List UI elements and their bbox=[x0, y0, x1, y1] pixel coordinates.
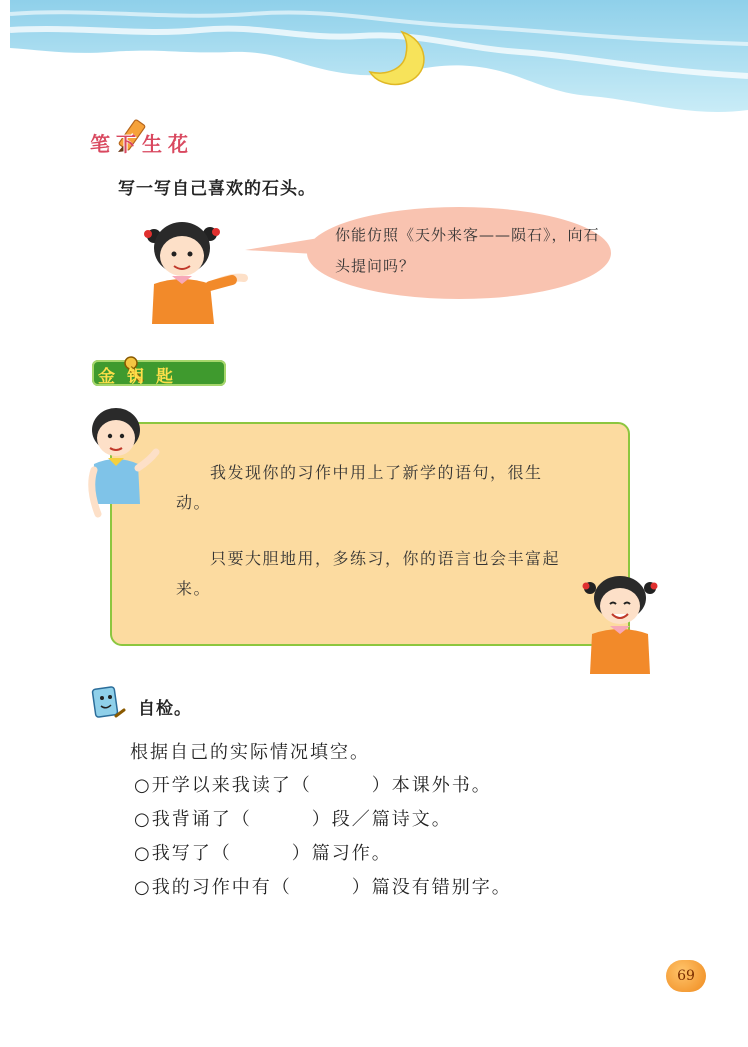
speech-text: 你能仿照《天外来客——陨石》，向石头提问吗？ bbox=[335, 226, 600, 275]
self-check-item-4: ○我的习作中有（ ）篇没有错别字。 bbox=[134, 877, 512, 898]
boy-waving-illustration bbox=[86, 404, 176, 522]
self-check-item-2: ○我背诵了（ ）段／篇诗文。 bbox=[134, 809, 452, 830]
girl-smiling-illustration bbox=[582, 570, 662, 674]
golden-key-badge bbox=[92, 360, 226, 386]
page-number: 69 bbox=[666, 960, 706, 992]
sky-banner bbox=[0, 0, 748, 120]
self-check-item-1: ○开学以来我读了（ ）本课外书。 bbox=[134, 775, 492, 796]
tip-paragraph-2: 只要大胆地用，多练习，你的语言也会丰富起来。 bbox=[176, 549, 561, 598]
tip-paragraph-1: 我发现你的习作中用上了新学的语句，很生动。 bbox=[176, 463, 543, 512]
girl-pointing-illustration bbox=[140, 212, 260, 332]
golden-key-badge-text: 金钥匙 bbox=[98, 367, 185, 387]
self-check-title: 自检。 bbox=[138, 699, 192, 719]
self-check-item-3: ○我写了（ ）篇习作。 bbox=[134, 843, 392, 864]
writing-prompt: 写一写自己喜欢的石头。 bbox=[118, 179, 316, 199]
self-check-intro: 根据自己的实际情况填空。 bbox=[130, 742, 370, 763]
writing-badge-text: 笔下生花 bbox=[90, 132, 194, 156]
writing-section-badge bbox=[90, 118, 210, 160]
self-check-icon bbox=[90, 686, 126, 720]
tip-box bbox=[110, 422, 630, 646]
